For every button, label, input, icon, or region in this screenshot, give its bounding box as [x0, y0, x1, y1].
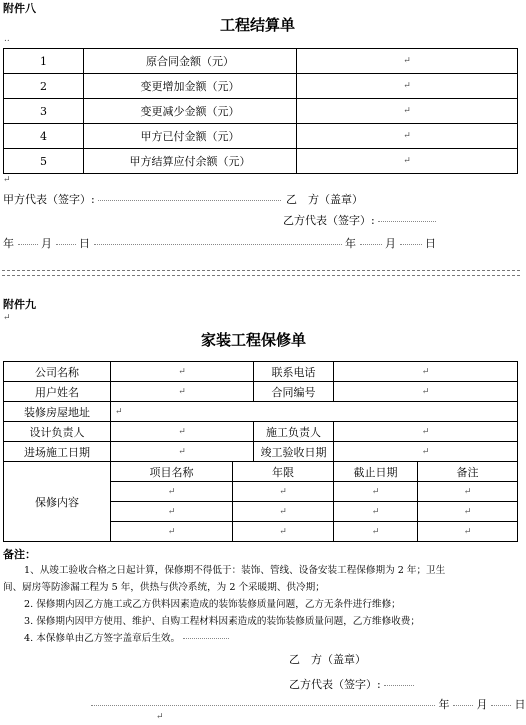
signature-line	[98, 200, 281, 201]
row-number: 1	[4, 49, 84, 74]
date-line	[491, 705, 511, 706]
party-a-signature-label: 甲方代表（签字）:	[3, 193, 95, 206]
accept-date-label: 竣工验收日期	[254, 442, 334, 462]
settlement-item: 变更减少金额（元）	[84, 99, 297, 124]
settlement-row	[4, 49, 518, 74]
company-value[interactable]: ↵	[111, 362, 254, 382]
party-b-rep-label: 乙方代表（签字）:	[283, 214, 375, 227]
user-name-value[interactable]: ↵	[111, 382, 254, 402]
annex9-title: 家装工程保修单	[201, 331, 307, 349]
date-day: 日	[425, 237, 436, 250]
user-name-label: 用户姓名	[4, 382, 111, 402]
settlement-amount[interactable]: ↵	[297, 99, 518, 124]
row-number: 4	[4, 124, 84, 149]
para-mark: ..	[4, 34, 10, 44]
settlement-row	[4, 74, 518, 99]
settlement-amount[interactable]: ↵	[297, 74, 518, 99]
date-month: 月	[385, 237, 396, 250]
accept-date-value[interactable]: ↵	[334, 442, 518, 462]
phone-value[interactable]: ↵	[334, 362, 518, 382]
table-row	[4, 402, 518, 422]
para-mark: ↵	[3, 313, 11, 323]
date-line	[18, 244, 38, 245]
warranty-item-cell[interactable]: ↵	[111, 502, 233, 522]
note-item-4	[24, 630, 229, 644]
settlement-table	[3, 48, 518, 174]
settlement-item: 原合同金额（元）	[84, 49, 297, 74]
notes-title: 备注：	[3, 548, 36, 561]
annex9-label: 附件九	[3, 298, 36, 311]
column-header-deadline: 截止日期	[334, 462, 418, 482]
address-value[interactable]: ↵	[111, 402, 518, 422]
settlement-amount[interactable]: ↵	[297, 124, 518, 149]
warranty-table	[3, 361, 518, 542]
warranty-item-cell[interactable]: ↵	[111, 522, 233, 542]
warranty-content-label: 保修内容	[4, 462, 111, 542]
builder-value[interactable]: ↵	[334, 422, 518, 442]
note-line	[183, 638, 229, 639]
start-date-label: 进场施工日期	[4, 442, 111, 462]
designer-label: 设计负责人	[4, 422, 111, 442]
phone-label: 联系电话	[254, 362, 334, 382]
warranty-remark-cell[interactable]: ↵	[418, 522, 518, 542]
settlement-item: 变更增加金额（元）	[84, 74, 297, 99]
date-line	[453, 705, 473, 706]
start-date-value[interactable]: ↵	[111, 442, 254, 462]
column-header-years: 年限	[233, 462, 334, 482]
settlement-item: 甲方结算应付余额（元）	[84, 149, 297, 174]
date-year: 年	[345, 237, 356, 250]
party-b-rep-signature-9	[289, 676, 414, 692]
builder-label: 施工负责人	[254, 422, 334, 442]
date-line	[56, 244, 76, 245]
warranty-deadline-cell[interactable]: ↵	[334, 482, 418, 502]
table-row	[4, 382, 518, 402]
table-row	[4, 442, 518, 462]
date-line	[400, 244, 422, 245]
note-item-2: 2. 保修期内因乙方施工或乙方供料因素造成的装饰装修质量问题，乙方无条件进行维修；	[24, 599, 401, 610]
signature-line	[378, 221, 436, 222]
warranty-years-cell[interactable]: ↵	[233, 502, 334, 522]
contract-no-value[interactable]: ↵	[334, 382, 518, 402]
note-item-3: 3. 保修期内因甲方使用、维护、自购工程材料因素造成的装饰装修质量问题，乙方维修收费；	[24, 616, 420, 627]
contract-no-label: 合同编号	[254, 382, 334, 402]
party-b-rep-label-9: 乙方代表（签字）:	[289, 678, 381, 691]
date-line	[360, 244, 382, 245]
date-month: 月	[41, 237, 52, 250]
date-month: 月	[476, 698, 488, 711]
warranty-years-cell[interactable]: ↵	[233, 522, 334, 542]
note-item-1: 1、从竣工验收合格之日起计算，保修期不得低于：装饰、管线、设备安装工程保修期为 2 年；卫生	[24, 565, 446, 576]
company-label: 公司名称	[4, 362, 111, 382]
annex8-label: 附件八	[3, 2, 36, 15]
settlement-row	[4, 149, 518, 174]
para-mark: ↵	[3, 175, 11, 185]
note-item-4-text: 4. 本保修单由乙方签字盖章后生效。	[24, 633, 181, 644]
party-b-seal: 乙 方（盖章）	[286, 193, 363, 206]
row-number: 3	[4, 99, 84, 124]
party-b-seal-9: 乙 方（盖章）	[289, 653, 366, 666]
column-header-item: 项目名称	[111, 462, 233, 482]
date-day: 日	[79, 237, 90, 250]
settlement-row	[4, 99, 518, 124]
date-year: 年	[438, 698, 450, 711]
warranty-item-cell[interactable]: ↵	[111, 482, 233, 502]
date-day: 日	[514, 698, 526, 711]
designer-value[interactable]: ↵	[111, 422, 254, 442]
table-row	[4, 362, 518, 382]
section-separator	[2, 270, 520, 271]
settlement-row	[4, 124, 518, 149]
signature-line	[384, 685, 414, 686]
party-a-signature	[3, 191, 281, 207]
para-mark: ↵	[156, 712, 164, 722]
warranty-remark-cell[interactable]: ↵	[418, 502, 518, 522]
note-item-1-cont: 间、厨房等防渗漏工程为 5 年，供热与供冷系统，为 2 个采暖期、供冷期；	[3, 582, 325, 593]
settlement-amount[interactable]: ↵	[297, 49, 518, 74]
party-b-date-9	[91, 696, 526, 712]
warranty-deadline-cell[interactable]: ↵	[334, 522, 418, 542]
section-separator	[2, 275, 520, 276]
date-line	[91, 705, 435, 706]
date-year: 年	[3, 237, 14, 250]
column-header-remark: 备注	[418, 462, 518, 482]
row-number: 5	[4, 149, 84, 174]
table-row	[4, 422, 518, 442]
annex8-title: 工程结算单	[220, 16, 296, 34]
warranty-deadline-cell[interactable]: ↵	[334, 502, 418, 522]
row-number: 2	[4, 74, 84, 99]
date-line	[94, 244, 342, 245]
settlement-item: 甲方已付金额（元）	[84, 124, 297, 149]
settlement-amount[interactable]: ↵	[297, 149, 518, 174]
address-label: 装修房屋地址	[4, 402, 111, 422]
warranty-remark-cell[interactable]: ↵	[418, 482, 518, 502]
party-a-date	[3, 235, 436, 251]
party-b-rep-signature	[283, 212, 436, 228]
warranty-header-row	[4, 462, 518, 482]
warranty-years-cell[interactable]: ↵	[233, 482, 334, 502]
